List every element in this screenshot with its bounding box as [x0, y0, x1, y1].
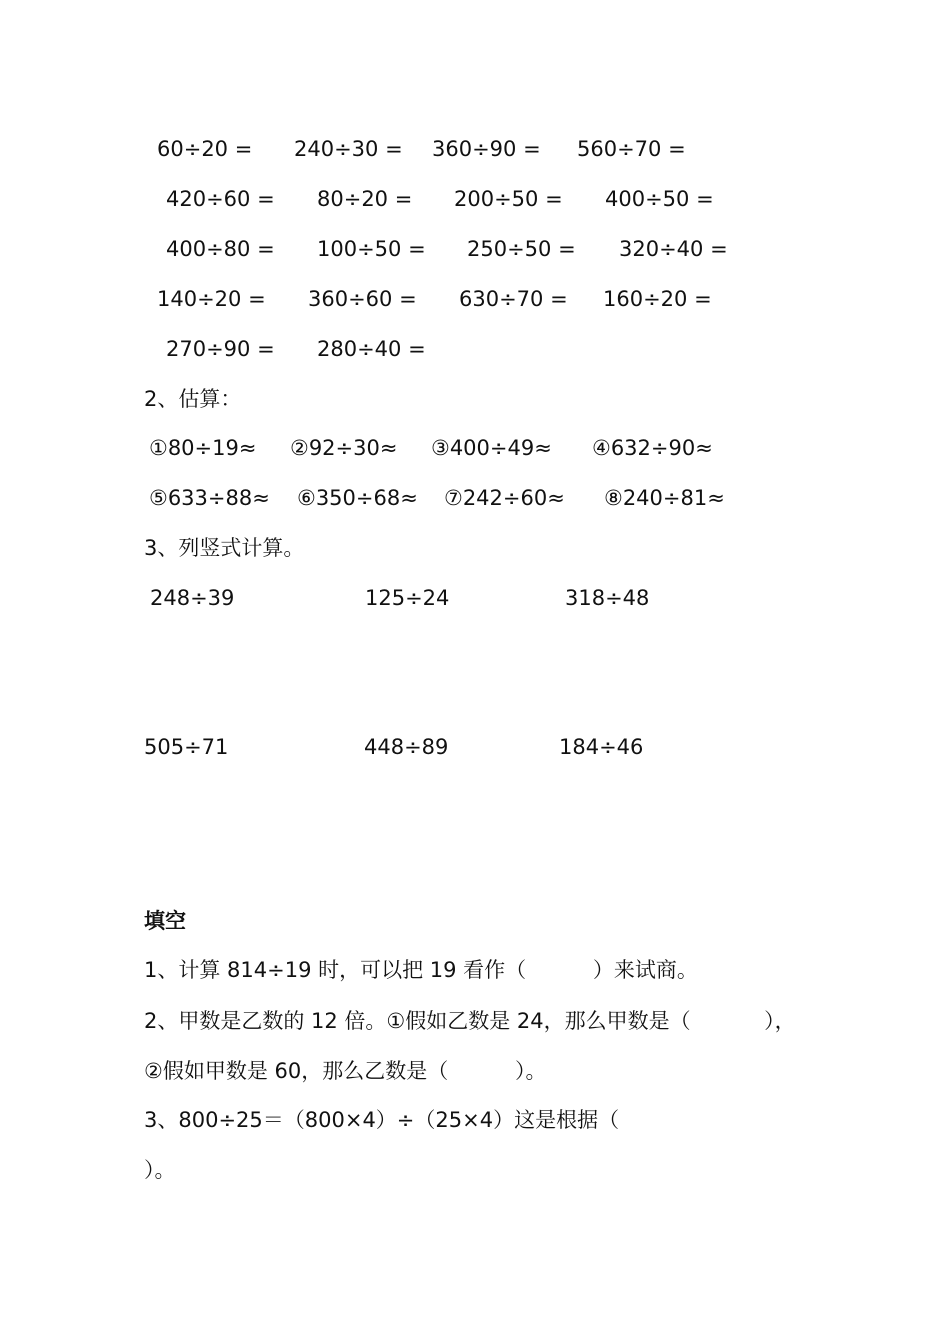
problem: 250÷50 = [467, 237, 576, 261]
problem: 560÷70 = [577, 137, 686, 161]
section-heading: 3、列竖式计算。 [144, 536, 305, 560]
problem: ⑦242÷60≈ [444, 486, 565, 510]
problem: 280÷40 = [317, 337, 426, 361]
section-heading: 2、估算： [144, 387, 242, 411]
question: 3、800÷25＝（800×4）÷（25×4）这是根据（ [144, 1108, 620, 1132]
question: 1、计算 814÷19 时，可以把 19 看作（ ）来试商。 [144, 958, 698, 982]
problem: 248÷39 [150, 586, 235, 610]
problem: 140÷20 = [157, 287, 266, 311]
problem: 400÷50 = [605, 187, 714, 211]
problem: 630÷70 = [459, 287, 568, 311]
problem: ⑤633÷88≈ [149, 486, 270, 510]
problem: 60÷20 = [157, 137, 253, 161]
problem: 125÷24 [365, 586, 450, 610]
problem: 160÷20 = [603, 287, 712, 311]
problem: 80÷20 = [317, 187, 413, 211]
question: ）。 [144, 1158, 176, 1182]
problem: ⑥350÷68≈ [297, 486, 418, 510]
problem: 270÷90 = [166, 337, 275, 361]
problem: 200÷50 = [454, 187, 563, 211]
problem: 100÷50 = [317, 237, 426, 261]
problem: 505÷71 [144, 735, 229, 759]
problem: 420÷60 = [166, 187, 275, 211]
problem: 400÷80 = [166, 237, 275, 261]
question: 2、甲数是乙数的 12 倍。①假如乙数是 24，那么甲数是（ ）， [144, 1009, 796, 1033]
problem: ③400÷49≈ [431, 436, 552, 460]
problem: 360÷90 = [432, 137, 541, 161]
problem: 184÷46 [559, 735, 644, 759]
problem: ②92÷30≈ [290, 436, 398, 460]
question: ②假如甲数是 60，那么乙数是（ ）。 [144, 1059, 547, 1083]
problem: 448÷89 [364, 735, 449, 759]
problem: ①80÷19≈ [149, 436, 257, 460]
problem: 360÷60 = [308, 287, 417, 311]
problem: 240÷30 = [294, 137, 403, 161]
problem: 318÷48 [565, 586, 650, 610]
problem: 320÷40 = [619, 237, 728, 261]
section-heading: 填空 [144, 909, 186, 933]
problem: ④632÷90≈ [592, 436, 713, 460]
problem: ⑧240÷81≈ [604, 486, 725, 510]
